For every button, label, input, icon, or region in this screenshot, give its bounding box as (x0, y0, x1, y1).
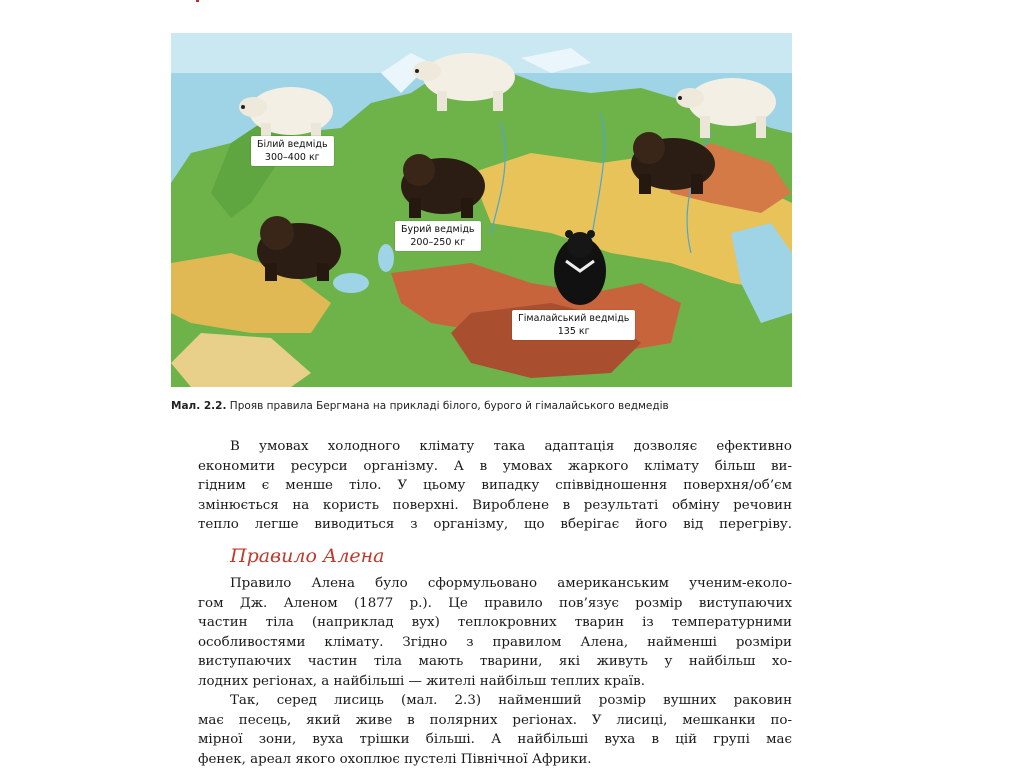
callout-polar-bear (251, 136, 334, 166)
callout-polar-mass: 300–400 кг (264, 152, 320, 163)
figure-caption (171, 400, 669, 412)
callout-brown-mass: 200–250 кг (410, 237, 466, 248)
callout-polar-name: Білий ведмідь (257, 139, 328, 150)
text-line: Правило Алена було сформульовано американським ученим-еколо- (230, 576, 792, 591)
text-line: лодних регіонах, а найбільші — жителі найбільш теплих країв. (198, 673, 645, 689)
chapter-marker (196, 0, 199, 2)
text-line: виступаючих частин тіла мають тварини, які живуть у найбільш хо- (198, 654, 792, 670)
text-line: Так, серед лисиць (мал. 2.3) найменший розмір вушних раковин (230, 693, 792, 708)
caption-text: Прояв правила Бергмана на прикладі білого, бурого й гімалайського ведмедів (226, 400, 669, 412)
text-line: змінюється на користь поверхні. Вироблене в результаті обміну речовин (198, 497, 792, 513)
text-line: фенек, ареал якого охоплює пустелі Північної Африки. (198, 751, 592, 767)
callout-brown-name: Бурий ведмідь (401, 224, 475, 235)
text-line: особливостями клімату. Згідно з правилом Алена, найменші розміри (198, 634, 792, 650)
inland-sea (333, 273, 369, 293)
caption-label: Мал. 2.2. (171, 400, 227, 412)
text-line: економити ресурси організму. А в умовах жаркого клімату більш ви- (198, 458, 792, 474)
text-line: тепло легше виводиться з організму, що вберігає його від перегріву. (198, 517, 792, 533)
text-line: мірної зони, вуха трішки більші. А найбільші вуха в цій групі має (198, 732, 792, 748)
paragraph-bergmann-conclusion (198, 437, 792, 535)
text-line: гом Дж. Аленом (1877 р.). Це правило пов’язує розмір виступаючих (198, 595, 792, 611)
callout-himalayan-mass: 135 кг (557, 326, 590, 337)
text-line: В умовах холодного клімату така адаптація дозволяє ефективно (230, 439, 792, 454)
caspian-sea (378, 244, 394, 272)
callout-himalayan-name: Гімалайський ведмідь (518, 313, 630, 324)
text-line: гідним є менше тіло. У цьому випадку співвідношення поверхня/об’єм (198, 478, 792, 494)
paragraph-allen-rule (198, 574, 792, 692)
text-line: частин тіла (наприклад вух) теплокровних тварин із температурними (198, 615, 792, 631)
figure-bergmann-map (171, 33, 792, 387)
paragraph-fox-example (198, 691, 792, 769)
section-heading: Правило Алена (230, 545, 385, 567)
callout-himalayan-bear (512, 310, 635, 340)
text-line: має песець, який живе в полярних регіонах. У лисиці, мешканки по- (198, 712, 792, 728)
page-header (196, 0, 276, 4)
eurasia-map (171, 33, 792, 387)
callout-brown-bear (395, 221, 481, 251)
